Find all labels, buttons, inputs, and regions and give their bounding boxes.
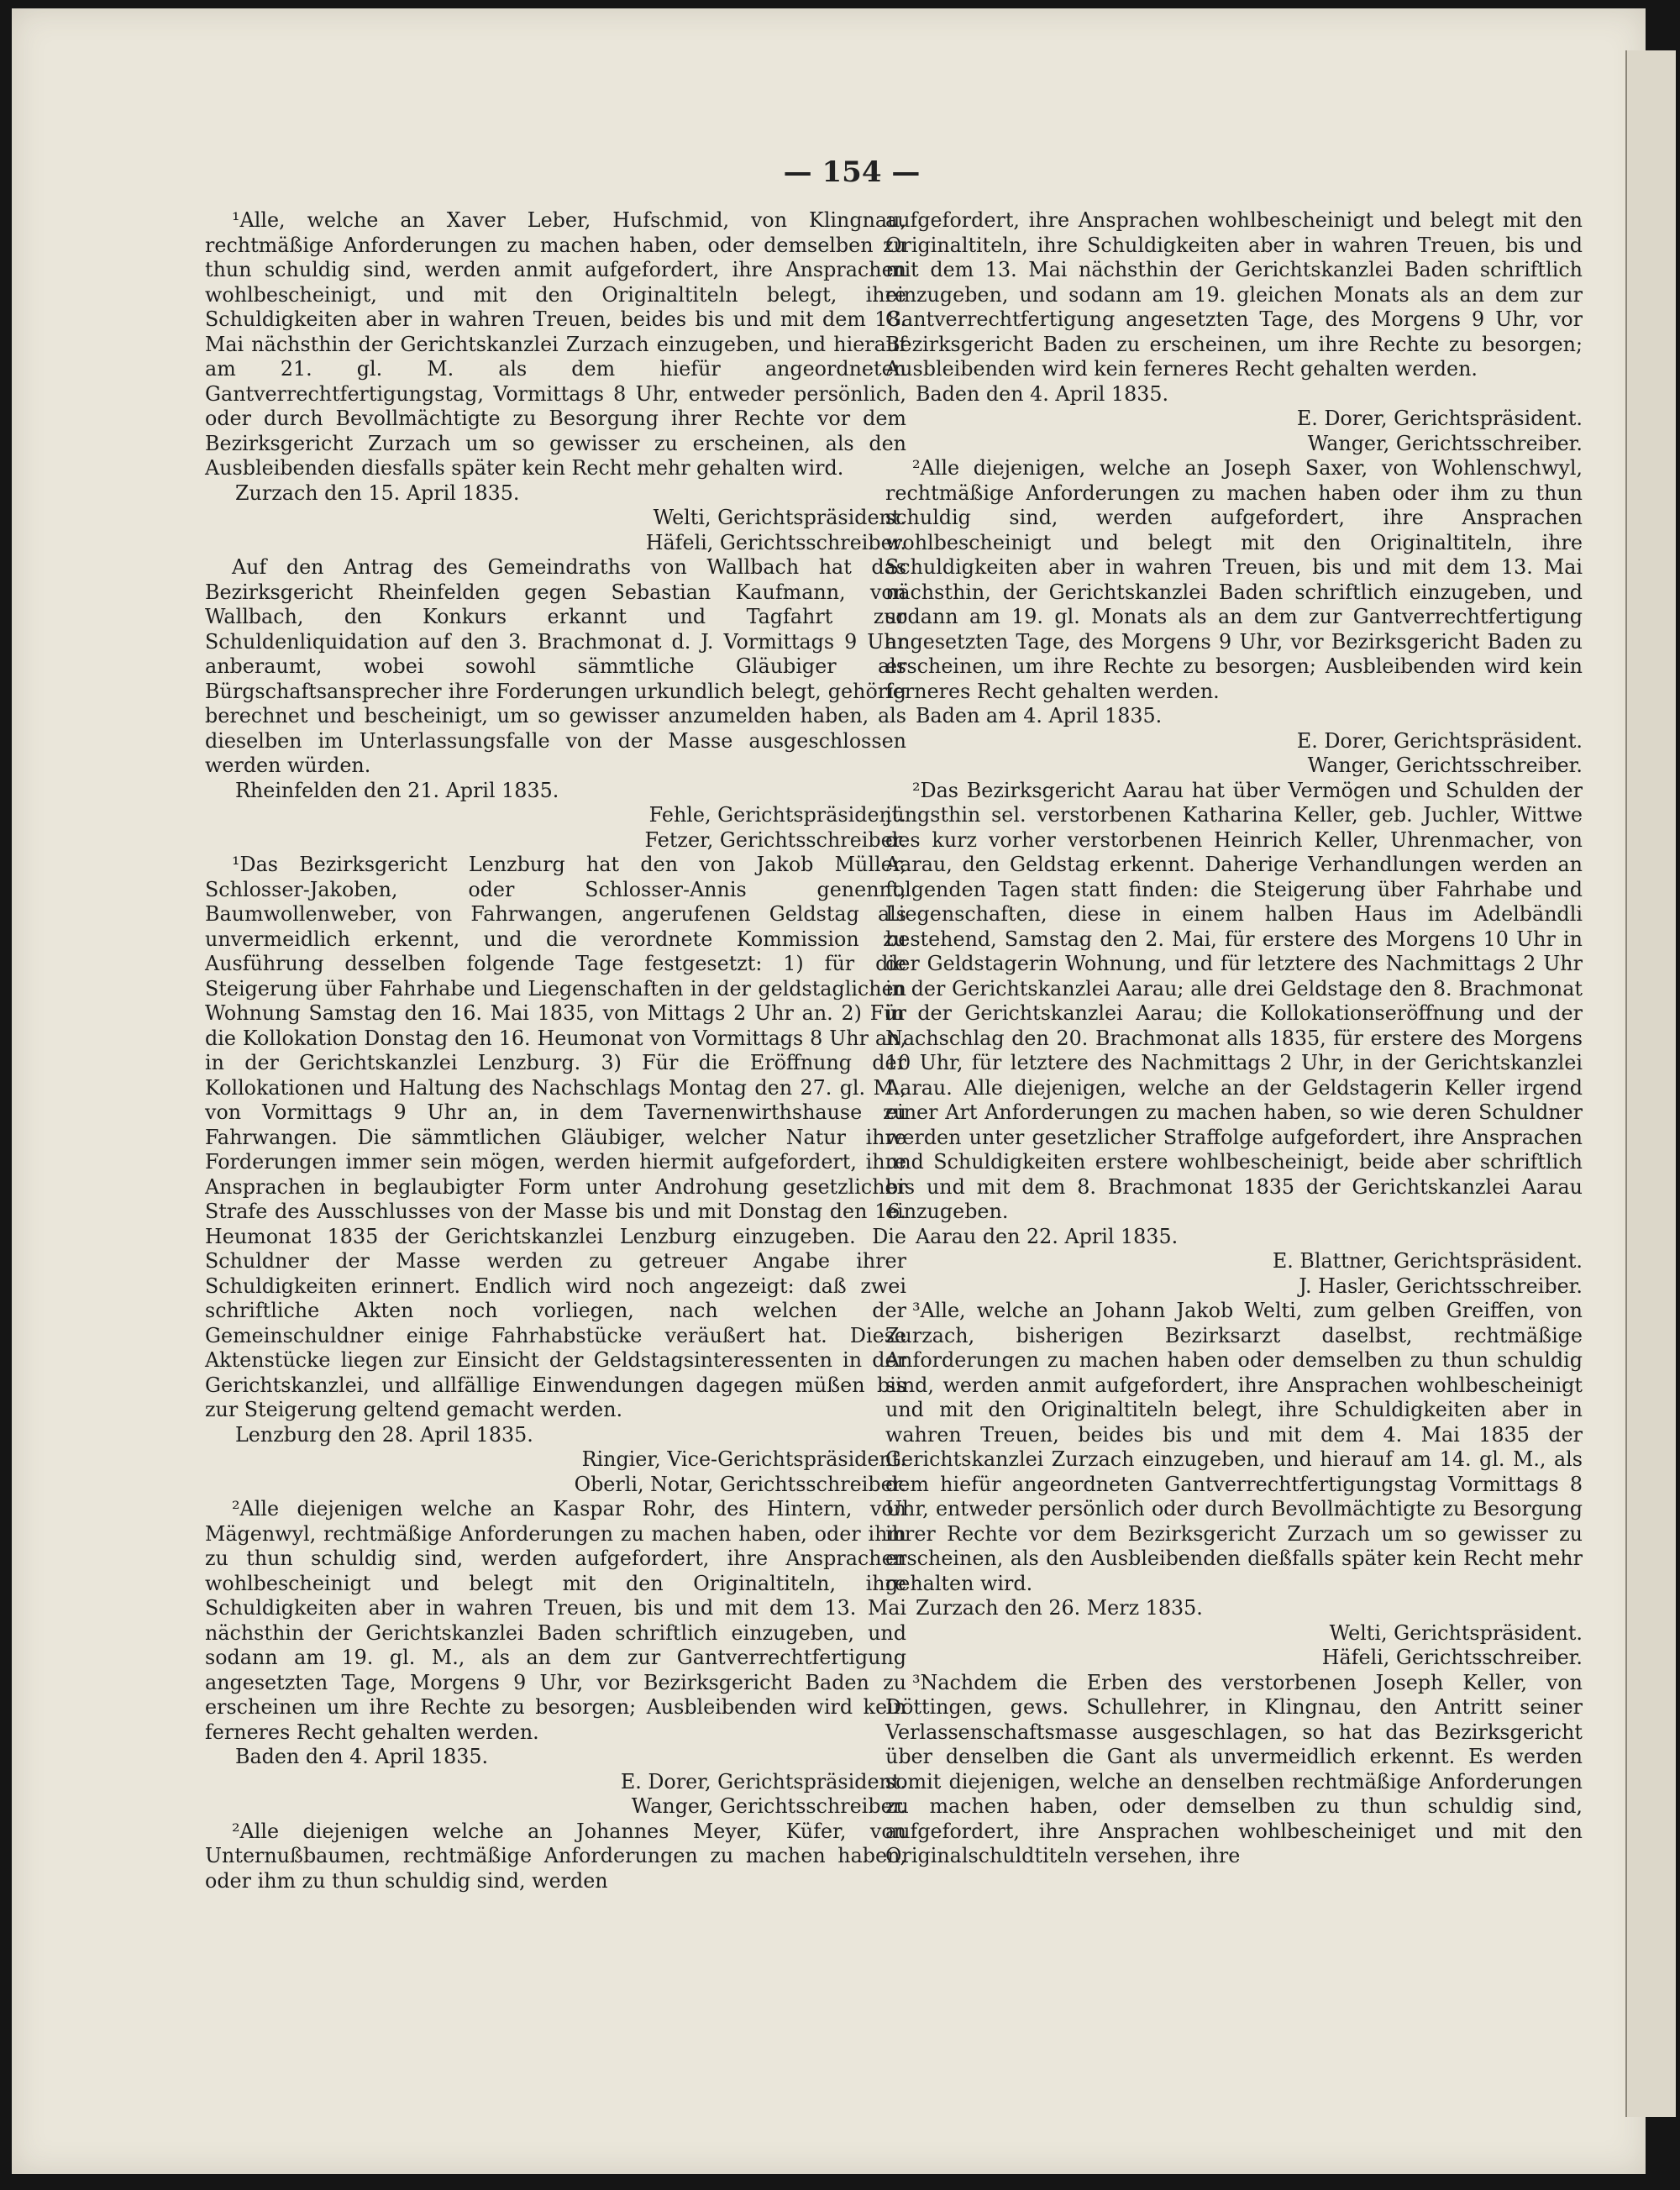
notice-date: Baden den 4. April 1835. <box>916 381 1169 406</box>
adjacent-page-edge <box>1625 50 1676 2117</box>
notice-signature: Wanger, Gerichtsschreiber. <box>631 1794 906 1818</box>
notice-signature: E. Dorer, Gerichtspräsident. <box>1296 728 1583 753</box>
notice-date: Rheinfelden den 21. April 1835. <box>235 778 559 802</box>
notice-date: Baden am 4. April 1835. <box>916 704 1163 727</box>
notice-date: Baden den 4. April 1835. <box>235 1745 489 1768</box>
notice-date: Zurzach den 15. April 1835. <box>235 481 520 505</box>
notice-text: ²Das Bezirksgericht Aarau hat über Vermögen und Schulden der jüngsthin sel. verstorbenen Katharina Keller, geb. Juchler, Wittwe des kurz vorher verstorbenen Heinrich Keller, Uhrenmacher, von Aarau, den Geldstag erkennt. Daherige Verhandlungen werden an folgenden Tagen statt finden: die Steigerung über Fahrhabe und Liegenschaften, diese in einem halben Haus im Adelbändli bestehend, Samstag den 2. Mai, für erstere des Morgens 10 Uhr in der Geldstagerin Wohnung, und für letztere des Nachmittags 2 Uhr in der Gerichtskanzlei Aarau; alle drei Geldstage den 8. Brachmonat in der Gerichtskanzlei Aarau; die Kollokationseröffnung und der Nachschlag den 20. Brachmonat alls 1835, für erstere des Morgens 10 Uhr, für letztere des Nachmittags 2 Uhr, in der Gerichtskanzlei Aarau. Alle diejenigen, welche an der Geldstagerin Keller irgend einer Art Anforderungen zu machen haben, so wie deren Schuldner werden unter gesetzlicher Straffolge aufgefordert, ihre Ansprachen und Schuldigkeiten erstere wohlbescheinigt, beide aber schriftlich bis und mit dem 8. Brachmonat 1835 der Gerichtskanzlei Aarau einzugeben. <box>885 778 1583 1223</box>
notice-signature: Fetzer, Gerichtsschreiber. <box>644 827 906 852</box>
left-column <box>205 208 906 1893</box>
notice-text: ¹Das Bezirksgericht Lenzburg hat den von Jakob Müller, Schlosser-Jakoben, oder Schlosser-Annis genennt, Baumwollenweber, von Fahrwangen, angerufenen Geldstag als unvermeidlich erkennt, und die verordnete Kommission zu Ausführung desselben folgende Tage festgesetzt: 1) für die Steigerung über Fahrhabe und Liegenschaften in der geldstaglichen Wohnung Samstag den 16. Mai 1835, von Mittags 2 Uhr an. 2) Für die Kollokation Donstag den 16. Heumonat von Vormittags 8 Uhr an, in der Gerichtskanzlei Lenzburg. 3) Für die Eröffnung der Kollokationen und Haltung des Nachschlags Montag den 27. gl. M., von Vormittags 9 Uhr an, in dem Tavernenwirthshause zu Fahrwangen. Die sämmtlichen Gläubiger, welcher Natur ihre Forderungen immer sein mögen, werden hiermit aufgefordert, ihre Ansprachen in beglaubigter Form unter Androhung gesetzlicher Strafe des Ausschlusses von der Masse bis und mit Donstag den 16. Heumonat 1835 der Gerichtskanzlei Lenzburg einzugeben. Die Schuldner der Masse werden zu getreuer Angabe ihrer Schuldigkeiten erinnert. Endlich wird noch angezeigt: daß zwei schriftliche Akten noch vorliegen, nach welchen der Gemeinschuldner einige Fahrhabstücke veräußert hat. Diese Aktenstücke liegen zur Einsicht der Geldstagsinteressenten in der Gerichtskanzlei, und allfällige Einwendungen dagegen müßen bis zur Steigerung geltend gemacht werden. <box>205 853 906 1421</box>
notice-text: Auf den Antrag des Gemeindraths von Wallbach hat das Bezirksgericht Rheinfelden gegen Sebastian Kaufmann, von Wallbach, den Konkurs erkannt und Tagfahrt zur Schuldenliquidation auf den 3. Brachmonat d. J. Vormittags 9 Uhr anberaumt, wobei sowohl sämmtliche Gläubiger als Bürgschaftsansprecher ihre Forderungen urkundlich belegt, gehörig berechnet und bescheinigt, um so gewisser anzumelden haben, als dieselben im Unterlassungsfalle von der Masse ausgeschlossen werden würden. <box>205 555 906 777</box>
notice-text: ³Nachdem die Erben des verstorbenen Joseph Keller, von Döttingen, gews. Schullehrer, in Klingnau, den Antritt seiner Verlassenschaftsmasse ausgeschlagen, so hat das Bezirksgericht über denselben die Gant als unvermeidlich erkennt. Es werden somit diejenigen, welche an denselben rechtmäßige Anforderungen zu machen haben, oder demselben zu thun schuldig sind, aufgefordert, ihre Ansprachen wohlbescheiniget und mit den Originalschuldtiteln versehen, ihre <box>885 1670 1583 1867</box>
notice-signature: Fehle, Gerichtspräsident. <box>648 803 906 827</box>
notice-signature: Häfeli, Gerichtsschreiber. <box>1321 1646 1583 1669</box>
notice-signature: J. Hasler, Gerichtsschreiber. <box>1299 1274 1583 1298</box>
notice-signature: Welti, Gerichtspräsident. <box>1329 1620 1583 1645</box>
notice-signature: E. Dorer, Gerichtspräsident. <box>620 1769 906 1793</box>
notice-text: ²Alle diejenigen welche an Kaspar Rohr, des Hintern, von Mägenwyl, rechtmäßige Anforderungen zu machen haben, oder ihm zu thun schuldig sind, werden aufgefordert, ihre Ansprachen wohlbescheinigt und belegt mit den Originaltiteln, ihre Schuldigkeiten aber in wahren Treuen, bis und mit dem 13. Mai nächsthin der Gerichtskanzlei Baden schriftlich einzugeben, und sodann am 19. gl. M., als an dem zur Gantverrechtfertigung angesetzten Tage, Morgens 9 Uhr, vor Bezirksgericht Baden zu erscheinen um ihre Rechte zu besorgen; Ausbleibenden wird kein ferneres Recht gehalten werden. <box>205 1497 906 1744</box>
notice-text: ²Alle diejenigen, welche an Joseph Saxer, von Wohlenschwyl, rechtmäßige Anforderungen zu machen haben oder ihm zu thun schuldig sind, werden aufgefordert, ihre Ansprachen wohlbescheinigt und belegt mit den Originaltiteln, ihre Schuldigkeiten aber in wahren Treuen, bis und mit dem 13. Mai nächsthin, der Gerichtskanzlei Baden schriftlich einzugeben, und sodann am 19. gl. Monats als an dem zur Gantverrechtfertigung angesetzten Tage, des Morgens 9 Uhr, vor Bezirksgericht Baden zu erscheinen, um ihre Rechte zu besorgen; Ausbleibenden wird kein ferneres Recht gehalten werden. <box>885 456 1583 703</box>
notice-text: ¹Alle, welche an Xaver Leber, Hufschmid, von Klingnau, rechtmäßige Anforderungen zu machen haben, oder demselben zu thun schuldig sind, werden anmit aufgefordert, ihre Ansprachen wohlbescheinigt, und mit den Originaltiteln belegt, ihre Schuldigkeiten aber in wahren Treuen, beides bis und mit dem 18. Mai nächsthin der Gerichtskanzlei Zurzach einzugeben, und hierauf am 21. gl. M. als dem hiefür angeordneten Gantverrechtfertigungstag, Vormittags 8 Uhr, entweder persönlich, oder durch Bevollmächtigte zu Besorgung ihrer Rechte vor dem Bezirksgericht Zurzach um so gewisser zu erscheinen, als den Ausbleibenden diesfalls später kein Recht mehr gehalten wird. <box>205 208 906 480</box>
notice-signature: Oberli, Notar, Gerichtsschreiber. <box>574 1472 906 1496</box>
notice-text: aufgefordert, ihre Ansprachen wohlbescheinigt und belegt mit den Originaltiteln, ihre Schuldigkeiten aber in wahren Treuen, bis und mit dem 13. Mai nächsthin der Gerichtskanzlei Baden schriftlich einzugeben, und sodann am 19. gleichen Monats als an dem zur Gantverrechtfertigung angesetzten Tage, des Morgens 9 Uhr, vor Bezirksgericht Baden zu erscheinen, um ihre Rechte zu besorgen; Ausbleibenden wird kein ferneres Recht gehalten werden. <box>885 208 1583 381</box>
notice-date: Zurzach den 26. Merz 1835. <box>916 1596 1203 1620</box>
notice-signature: Wanger, Gerichtsschreiber. <box>1307 431 1583 455</box>
notice-text: ³Alle, welche an Johann Jakob Welti, zum gelben Greiffen, von Zurzach, bisherigen Bezirksarzt daselbst, rechtmäßige Anforderungen zu machen haben oder demselben zu thun schuldig sind, werden anmit aufgefordert, ihre Ansprachen wohlbescheinigt und mit den Originaltiteln belegt, ihre Schuldigkeiten aber in wahren Treuen, beides bis und mit dem 4. Mai 1835 der Gerichtskanzlei Zurzach einzugeben, und hierauf am 14. gl. M., als dem hiefür angeordneten Gantverrechtfertigungstag Vormittags 8 Uhr, entweder persönlich oder durch Bevollmächtigte zu Besorgung ihrer Rechte vor dem Bezirksgericht Zurzach um so gewisser zu erscheinen, als den Ausbleibenden dießfalls später kein Recht mehr gehalten wird. <box>885 1299 1583 1595</box>
notice-date: Lenzburg den 28. April 1835. <box>235 1422 533 1447</box>
notice-text: ²Alle diejenigen welche an Johannes Meyer, Küfer, von Unternußbaumen, rechtmäßige Anforderungen zu machen haben, oder ihm zu thun schuldig sind, werden <box>205 1819 906 1893</box>
notice-signature: Ringier, Vice-Gerichtspräsident. <box>581 1447 906 1471</box>
right-column <box>885 208 1583 1869</box>
notice-date: Aarau den 22. April 1835. <box>916 1224 1179 1248</box>
notice-signature: E. Blattner, Gerichtspräsident. <box>1272 1249 1583 1273</box>
notice-signature: Wanger, Gerichtsschreiber. <box>1307 754 1583 777</box>
notice-signature: Welti, Gerichtspräsident. <box>653 506 906 529</box>
newspaper-page: — 154 — ¹Alle, welche an Xaver Leber, Hufschmid, von Klingnau, rechtmäßige Anforderungen zu machen haben, oder demselben zu thun schuldig sind, werden anmit aufgefordert, ihre Ansprachen wohlbescheinigt, und mit den Originaltiteln belegt, ihre Schuldigkeiten aber in wahren Treuen, beides bis und mit dem 18. Mai nächsthin der Gerichtskanzlei Zurzach einzugeben, und hierauf am 21. gl. M. als dem hiefür angeordneten Gantverrechtfertigungstag, Vormittags 8 Uhr, entweder persönlich, oder durch Bevollmächtigte zu Besorgung ihrer Rechte vor dem Bezirksgericht Zurzach um so gewisser zu erscheinen, als den Ausbleibenden diesfalls später kein Recht mehr gehalten wird. Zurzach den 15. April 1835. Welti, Gerichtspräsident. Häfeli, Gerichtsschreiber. Auf den Antrag des Gemeindraths von Wallbach hat das Bezirksgericht Rheinfelden gegen Sebastian Kaufmann, von Wallbach, den Konkurs erkannt und Tagfahrt zur Schuldenliquidation auf den 3. Brachmonat d. J. Vormittags 9 Uhr anberaumt, wobei sowohl sämmtliche Gläubiger als Bürgschaftsansprecher ihre Forderungen urkundlich belegt, gehörig berechnet und bescheinigt, um so gewisser anzumelden haben, als dieselben im Unterlassungsfalle von der Masse ausgeschlossen werden würden. Rheinfelden den 21. April 1835. Fehle, Gerichtspräsident. Fetzer, Gerichtsschreiber. ¹Das Bezirksgericht Lenzburg hat den von Jakob Müller, Schlosser-Jakoben, oder Schlosser-Annis genennt, Baumwollenweber, von Fahrwangen, angerufenen Geldstag als unvermeidlich erkennt, und die verordnete Kommission zu Ausführung desselben folgende Tage festgesetzt: 1) für die Steigerung über Fahrhabe und Liegenschaften in der geldstaglichen Wohnung Samstag den 16. Mai 1835, von Mittags 2 Uhr an. 2) Für die Kollokation Donstag den 16. Heumonat von Vormittags 8 Uhr an, in der Gerichtskanzlei Lenzburg. 3) Für die Eröffnung der Kollokationen und Haltung des Nachschlags Montag den 27. gl. M., von Vormittags 9 Uhr an, in dem Tavernenwirthshause zu Fahrwangen. Die sämmtlichen Gläubiger, welcher Natur ihre Forderungen immer sein mögen, werden hiermit aufgefordert, ihre Ansprachen in beglaubigter Form unter Androhung gesetzlicher Strafe des Ausschlusses von der Masse bis und mit Donstag den 16. Heumonat 1835 der Gerichtskanzlei Lenzburg einzugeben. Die Schuldner der Masse werden zu getreuer Angabe ihrer Schuldigkeiten erinnert. Endlich wird noch angezeigt: daß zwei schriftliche Akten noch vorliegen, nach welchen der Gemeinschuldner einige Fahrhabstücke veräußert hat. Diese Aktenstücke liegen zur Einsicht der Geldstagsinteressenten in der Gerichtskanzlei, und allfällige Einwendungen dagegen müßen bis zur Steigerung geltend gemacht werden. Lenzburg den 28. April 1835. Ringier, Vice-Gerichtspräsident. Oberli, Notar, Gerichtsschreiber. ²Alle diejenigen welche an Kaspar Rohr, des Hintern, von Mägenwyl, rechtmäßige Anforderungen zu machen haben, oder ihm zu thun schuldig sind, werden aufgefordert, ihre Ansprachen wohlbescheinigt und belegt mit den Originaltiteln, ihre Schuldigkeiten aber in wahren Treuen, bis und mit dem 13. Mai nächsthin der Gerichtskanzlei Baden schriftlich einzugeben, und sodann am 19. gl. M., als an dem zur Gantverrechtfertigung angesetzten Tage, Morgens 9 Uhr, vor Bezirksgericht Baden zu erscheinen um ihre Rechte zu besorgen; Ausbleibenden wird kein ferneres Recht gehalten werden. Baden den 4. April 1835. E. Dorer, Gerichtspräsident. Wanger, Gerichtsschreiber. ²Alle diejenigen welche an Johannes Meyer, Küfer, von Unternußbaumen, rechtmäßige Anforderungen zu machen haben, oder ihm zu thun schuldig sind, werden aufgefordert, ihre Ansprachen wohlbescheinigt und belegt mit den Originaltiteln, ihre Schuldigkeiten aber in wahren Treuen, bis und mit dem 13. Mai nächsthin der Gerichtskanzlei Baden schriftlich einzugeben, und sodann am 19. gleichen Monats als an dem zur Gantverrechtfertigung angesetzten Tage, des Morgens 9 Uhr, vor Bezirksgericht Baden zu erscheinen, um ihre Rechte zu besorgen; Ausbleibenden wird kein ferneres Recht gehalten werden. Baden den 4. April 1835. E. Dorer, Gerichtspräsident. Wanger, Gerichtsschreiber. ²Alle diejenigen, welche an Joseph Saxer, von Wohlenschwyl, rechtmäßige Anforderungen zu machen haben oder ihm zu thun schuldig sind, werden aufgefordert, ihre Ansprachen wohlbescheinigt und belegt mit den Originaltiteln, ihre Schuldigkeiten aber in wahren Treuen, bis und mit dem 13. Mai nächsthin, der Gerichtskanzlei Baden schriftlich einzugeben, und sodann am 19. gl. Monats als an dem zur Gantverrechtfertigung angesetzten Tage, des Morgens 9 Uhr, vor Bezirksgericht Baden zu erscheinen, um ihre Rechte zu besorgen; Ausbleibenden wird kein ferneres Recht gehalten werden. Baden am 4. April 1835. E. Dorer, Gerichtspräsident. Wanger, Gerichtsschreiber. ²Das Bezirksgericht Aarau hat über Vermögen und Schulden der jüngsthin sel. verstorbenen Katharina Keller, geb. Juchler, Wittwe des kurz vorher verstorbenen Heinrich Keller, Uhrenmacher, von Aarau, den Geldstag erkennt. Daherige Verhandlungen werden an folgenden Tagen statt finden: die Steigerung über Fahrhabe und Liegenschaften, diese in einem halben Haus im Adelbändli bestehend, Samstag den 2. Mai, für erstere des Morgens 10 Uhr in der Geldstagerin Wohnung, und für letztere des Nachmittags 2 Uhr in der Gerichtskanzlei Aarau; alle drei Geldstage den 8. Brachmonat in der Gerichtskanzlei Aarau; die Kollokationseröffnung und der Nachschlag den 20. Brachmonat alls 1835, für erstere des Morgens 10 Uhr, für letztere des Nachmittags 2 Uhr, in der Gerichtskanzlei Aarau. Alle diejenigen, welche an der Geldstagerin Keller irgend einer Art Anforderungen zu machen haben, so wie deren Schuldner werden unter gesetzlicher Straffolge aufgefordert, ihre Ansprachen und Schuldigkeiten erstere wohlbescheinigt, beide aber schriftlich bis und mit dem 8. Brachmonat 1835 der Gerichtskanzlei Aarau einzugeben. Aarau den 22. April 1835. E. Blattner, Gerichtspräsident. J. Hasler, Gerichtsschreiber. ³Alle, welche an Johann Jakob Welti, zum gelben Greiffen, von Zurzach, bisherigen Bezirksarzt daselbst, rechtmäßige Anforderungen zu machen haben oder demselben zu thun schuldig sind, werden anmit aufgefordert, ihre Ansprachen wohlbescheinigt und mit den Originaltiteln belegt, ihre Schuldigkeiten aber in wahren Treuen, beides bis und mit dem 4. Mai 1835 der Gerichtskanzlei Zurzach einzugeben, und hierauf am 14. gl. M., als dem hiefür angeordneten Gantverrechtfertigungstag Vormittags 8 Uhr, entweder persönlich oder durch Bevollmächtigte zu Besorgung ihrer Rechte vor dem Bezirksgericht Zurzach um so gewisser zu erscheinen, als den Ausbleibenden dießfalls später kein Recht mehr gehalten wird. Zurzach den 26. Merz 1835. Welti, Gerichtspräsident. Häfeli, Gerichtsschreiber. ³Nachdem die Erben des verstorbenen Joseph Keller, von Döttingen, gews. Schullehrer, in Klingnau, den Antritt seiner Verlassenschaftsmasse ausgeschlagen, so hat das Bezirksgericht über denselben die Gant als unvermeidlich erkennt. Es werden somit diejenigen, welche an denselben rechtmäßige Anforderungen zu machen haben, oder demselben zu thun schuldig sind, aufgefordert, ihre Ansprachen wohlbescheiniget und mit den Originalschuldtiteln versehen, ihre <box>12 8 1646 2174</box>
notice-signature: Häfeli, Gerichtsschreiber. <box>645 530 906 554</box>
notice-signature: E. Dorer, Gerichtspräsident. <box>1296 407 1583 430</box>
